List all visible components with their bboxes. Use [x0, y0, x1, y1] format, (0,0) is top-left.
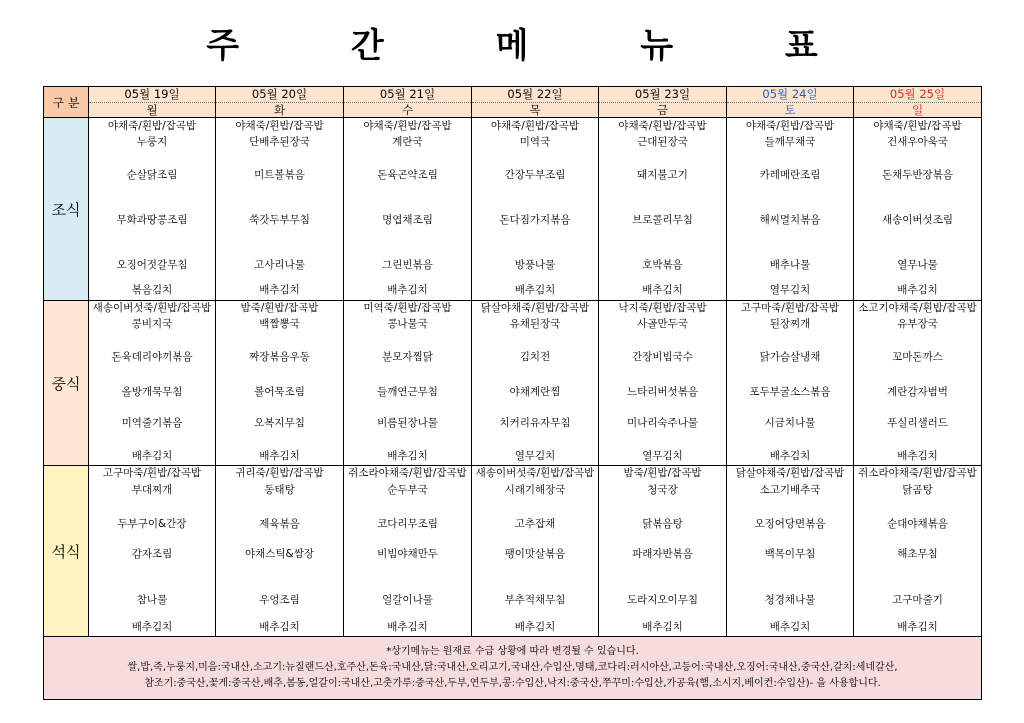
menu-item: 배추김치: [897, 284, 938, 296]
day-weekday: 월: [146, 103, 158, 117]
menu-item: 그린빈볶음: [382, 259, 433, 271]
menu-item: 고구마죽/흰밥/잡곡밥: [102, 467, 202, 479]
day-header: [599, 87, 727, 118]
menu-item: 고구마죽/흰밥/잡곡밥: [740, 302, 840, 314]
menu-item: 고추잡채: [514, 518, 556, 530]
menu-item: 우엉조림: [259, 594, 300, 606]
day-header: [216, 87, 344, 118]
menu-item: 사골만두국: [637, 318, 688, 330]
menu-item: 닭가슴살냉채: [759, 351, 821, 363]
menu-item: 야채죽/흰밥/잡곡밥: [107, 120, 197, 132]
menu-item: 돈육데리야끼볶음: [111, 351, 193, 363]
menu-item: 유채된장국: [509, 318, 561, 330]
menu-item: 계란국: [392, 136, 423, 148]
menu-item: 귀리죽/흰밥/잡곡밥: [235, 467, 324, 479]
menu-item: 백목이무침: [764, 548, 816, 560]
menu-item: 코다리무조림: [377, 518, 438, 530]
menu-item: 배추김치: [387, 284, 428, 296]
day-header: [89, 87, 216, 118]
day-weekday: 수: [401, 103, 414, 117]
menu-item: 배추김치: [131, 450, 173, 462]
header-label: 구 분: [44, 87, 89, 118]
notice-row: [44, 637, 982, 700]
menu-item: 배추김치: [642, 284, 683, 296]
menu-item: 청경채나물: [764, 594, 816, 606]
menu-item: 배추김치: [769, 450, 811, 462]
menu-item: 김치전: [519, 351, 551, 363]
menu-item: 소고기배추국: [759, 484, 821, 496]
menu-item: 두부구이&간장: [117, 518, 187, 530]
menu-item: 쑥갓두부무침: [249, 214, 310, 226]
weekly-menu-table: [43, 86, 982, 700]
day-header: [472, 87, 599, 118]
menu-item: 순두부국: [387, 484, 428, 496]
menu-item: 느타리버섯볶음: [626, 386, 698, 398]
menu-cell: [472, 466, 599, 637]
menu-item: 돈채두반장볶음: [881, 169, 953, 181]
menu-item: 된장찌개: [769, 318, 811, 330]
menu-item: 순살닭조림: [126, 169, 178, 181]
day-date: 05월 19일: [89, 87, 215, 103]
menu-item: 새송이버섯죽/흰밥/잡곡밥: [475, 467, 595, 479]
day-header: [344, 87, 472, 118]
menu-item: 부추적채무침: [504, 594, 566, 606]
menu-item: 분모자찜닭: [382, 351, 433, 363]
menu-cell: [727, 466, 854, 637]
menu-item: 낙지죽/흰밥/잡곡밥: [618, 302, 707, 314]
menu-cell: [216, 466, 344, 637]
menu-item: 유부장국: [897, 318, 938, 330]
menu-item: 누룽지: [136, 136, 168, 148]
menu-item: 미나리숙주나물: [626, 417, 698, 429]
menu-item: 열무김치: [514, 450, 556, 462]
menu-item: 파래자반볶음: [632, 548, 693, 560]
menu-item: 열무김치: [642, 450, 683, 462]
menu-item: 동태탕: [264, 484, 295, 496]
menu-item: 배추김치: [514, 621, 556, 633]
menu-item: 야채죽/흰밥/잡곡밥: [618, 120, 707, 132]
meal-label: 석식: [44, 466, 89, 637]
menu-item: 돈육곤약조림: [377, 169, 438, 181]
menu-item: 밤죽/흰밥/잡곡밥: [623, 467, 702, 479]
menu-item: 팽이맛살볶음: [504, 548, 566, 560]
menu-item: 제육볶음: [259, 518, 300, 530]
notice-line1: *상기메뉴는 원재료 수급 상황에 따라 변경될 수 있습니다.: [386, 646, 639, 657]
menu-item: 고사리나물: [254, 259, 305, 271]
menu-item: 콩나물국: [387, 318, 428, 330]
day-header: [727, 87, 854, 118]
menu-item: 열무김치: [769, 284, 811, 296]
meal-label: 중식: [44, 301, 89, 466]
menu-item: 배추김치: [259, 450, 300, 462]
menu-item: 청국장: [647, 484, 678, 496]
day-date: 05월 22일: [472, 87, 598, 103]
day-date: 05월 25일: [854, 87, 981, 103]
menu-cell: [89, 118, 216, 301]
menu-item: 간장비빔국수: [632, 351, 693, 363]
menu-cell: [344, 466, 472, 637]
menu-cell: [599, 466, 727, 637]
menu-item: 간장두부조림: [504, 169, 566, 181]
menu-cell: [854, 301, 982, 466]
menu-item: 배추나물: [769, 259, 811, 271]
menu-item: 카레메란조림: [759, 169, 821, 181]
menu-item: 부대찌개: [131, 484, 173, 496]
meal-row: [44, 118, 982, 301]
notice-line2: 쌀,밥,죽,누룽지,미음:국내산,소고기:뉴질랜드산,호주산,돈육:국내산,닭:국내산,오리고기,국내산,수입산,명태,코다리:러시아산,고등어:국내산,오징어:국내산,중국산,갈치:세네갈산,: [127, 662, 898, 673]
menu-item: 밤죽/흰밥/잡곡밥: [240, 302, 319, 314]
menu-item: 배추김치: [642, 621, 683, 633]
day-date: 05월 20일: [216, 87, 343, 103]
menu-item: 오징어젓갈무침: [116, 259, 188, 271]
menu-item: 치커리유자무침: [499, 417, 571, 429]
menu-item: 야채죽/흰밥/잡곡밥: [745, 120, 835, 132]
menu-item: 꼬마돈까스: [892, 351, 943, 363]
notice-box: [44, 637, 982, 700]
menu-item: 명엽채조림: [382, 214, 433, 226]
menu-cell: [344, 301, 472, 466]
menu-item: 미역국: [519, 136, 551, 148]
menu-item: 미역죽/흰밥/잡곡밥: [363, 302, 452, 314]
menu-item: 짜장볶음우동: [249, 351, 310, 363]
menu-item: 미트볼볶음: [254, 169, 305, 181]
menu-item: 볼어묵조림: [254, 386, 305, 398]
menu-item: 야채죽/흰밥/잡곡밥: [363, 120, 452, 132]
menu-item: 새송이버섯조림: [881, 214, 953, 226]
menu-item: 도라지오이무침: [626, 594, 698, 606]
menu-item: 오징어당면볶음: [754, 518, 826, 530]
menu-item: 돈다짐가지볶음: [499, 214, 571, 226]
menu-item: 쥐소라야채죽/흰밥/잡곡밥: [348, 467, 467, 479]
menu-item: 배추김치: [259, 284, 300, 296]
menu-item: 비름된장나물: [377, 417, 438, 429]
menu-cell: [344, 118, 472, 301]
menu-item: 무화과땅콩조림: [116, 214, 188, 226]
menu-item: 근대된장국: [637, 136, 688, 148]
menu-cell: [216, 118, 344, 301]
menu-cell: [727, 118, 854, 301]
day-weekday: 토: [784, 103, 796, 117]
page-title: 주 간 메 뉴 표: [206, 26, 868, 66]
meal-label: 조식: [44, 118, 89, 301]
menu-item: 배추김치: [259, 621, 300, 633]
header-row: [44, 87, 982, 118]
menu-item: 배추김치: [769, 621, 811, 633]
menu-item: 올방개묵무침: [121, 386, 183, 398]
menu-item: 미역줄기볶음: [121, 417, 183, 429]
menu-cell: [854, 118, 982, 301]
menu-item: 배추김치: [387, 450, 428, 462]
menu-item: 닭볶음탕: [642, 518, 683, 530]
menu-cell: [854, 466, 982, 637]
menu-item: 야채계란찜: [509, 386, 561, 398]
menu-cell: [89, 301, 216, 466]
menu-item: 감자조림: [131, 548, 173, 560]
menu-item: 닭살야채죽/흰밥/잡곡밥: [480, 302, 590, 314]
menu-cell: [216, 301, 344, 466]
day-weekday: 금: [656, 103, 669, 117]
menu-item: 닭곰탕: [902, 484, 933, 496]
notice-line3: 참조기:중국산,꽃게:중국산,배추,봄동,얼갈이:국내산,고춧가루:중국산,두부,연두부,콩:수입산,낙지:중국산,쭈꾸미:수입산,가공육(햄,소시지,베이컨:수입산)- 을 사용합니다.: [144, 678, 881, 689]
menu-item: 야채죽/흰밥/잡곡밥: [235, 120, 324, 132]
meal-row: [44, 466, 982, 637]
menu-item: 포두부굴소스볶음: [749, 386, 831, 398]
menu-item: 콩비지국: [131, 318, 173, 330]
menu-cell: [472, 301, 599, 466]
day-weekday: 일: [911, 103, 924, 117]
menu-item: 계란감자범벅: [887, 386, 948, 398]
day-date: 05월 23일: [599, 87, 726, 103]
menu-item: 새송이버섯죽/흰밥/잡곡밥: [92, 302, 212, 314]
day-weekday: 화: [273, 103, 286, 117]
menu-item: 푸실리샐러드: [887, 417, 948, 429]
menu-item: 단배추된장국: [249, 136, 310, 148]
menu-item: 시금치나물: [764, 417, 816, 429]
menu-item: 참나물: [136, 594, 168, 606]
menu-item: 쥐소라야채죽/흰밥/잡곡밥: [858, 467, 977, 479]
menu-item: 오복지무침: [254, 417, 305, 429]
day-date: 05월 21일: [344, 87, 471, 103]
menu-item: 배추김치: [897, 621, 938, 633]
menu-item: 열무나물: [897, 259, 938, 271]
day-date: 05월 24일: [727, 87, 853, 103]
menu-item: 순대야채볶음: [887, 518, 948, 530]
menu-item: 배추김치: [514, 284, 556, 296]
menu-item: 고구마줄기: [892, 594, 943, 606]
day-weekday: 목: [529, 103, 541, 117]
menu-item: 배추김치: [131, 621, 173, 633]
menu-item: 배추김치: [387, 621, 428, 633]
menu-item: 볶음김치: [131, 284, 173, 296]
day-header: [854, 87, 982, 118]
menu-item: 브로콜리무침: [632, 214, 693, 226]
menu-item: 백짬뽕국: [259, 318, 300, 330]
menu-item: 야채스틱&쌈장: [244, 548, 315, 560]
menu-item: 들깨연근무침: [377, 386, 438, 398]
meal-row: [44, 301, 982, 466]
menu-item: 얼갈이나물: [382, 594, 433, 606]
menu-item: 들깨무채국: [764, 136, 816, 148]
menu-cell: [599, 118, 727, 301]
menu-item: 소고기야채죽/흰밥/잡곡밥: [858, 302, 977, 314]
menu-cell: [599, 301, 727, 466]
menu-item: 비빔야채만두: [377, 548, 438, 560]
menu-cell: [89, 466, 216, 637]
menu-item: 해씨멸치볶음: [759, 214, 821, 226]
menu-item: 시래기해장국: [504, 484, 566, 496]
menu-item: 방풍나물: [514, 259, 556, 271]
menu-item: 건새우아욱국: [887, 136, 948, 148]
menu-item: 호박볶음: [642, 259, 683, 271]
menu-item: 돼지불고기: [637, 169, 688, 181]
menu-cell: [472, 118, 599, 301]
menu-item: 야채죽/흰밥/잡곡밥: [490, 120, 580, 132]
menu-cell: [727, 301, 854, 466]
menu-item: 해초무침: [897, 548, 938, 560]
menu-item: 닭살야채죽/흰밥/잡곡밥: [735, 467, 845, 479]
menu-item: 야채죽/흰밥/잡곡밥: [873, 120, 962, 132]
menu-item: 배추김치: [897, 450, 938, 462]
